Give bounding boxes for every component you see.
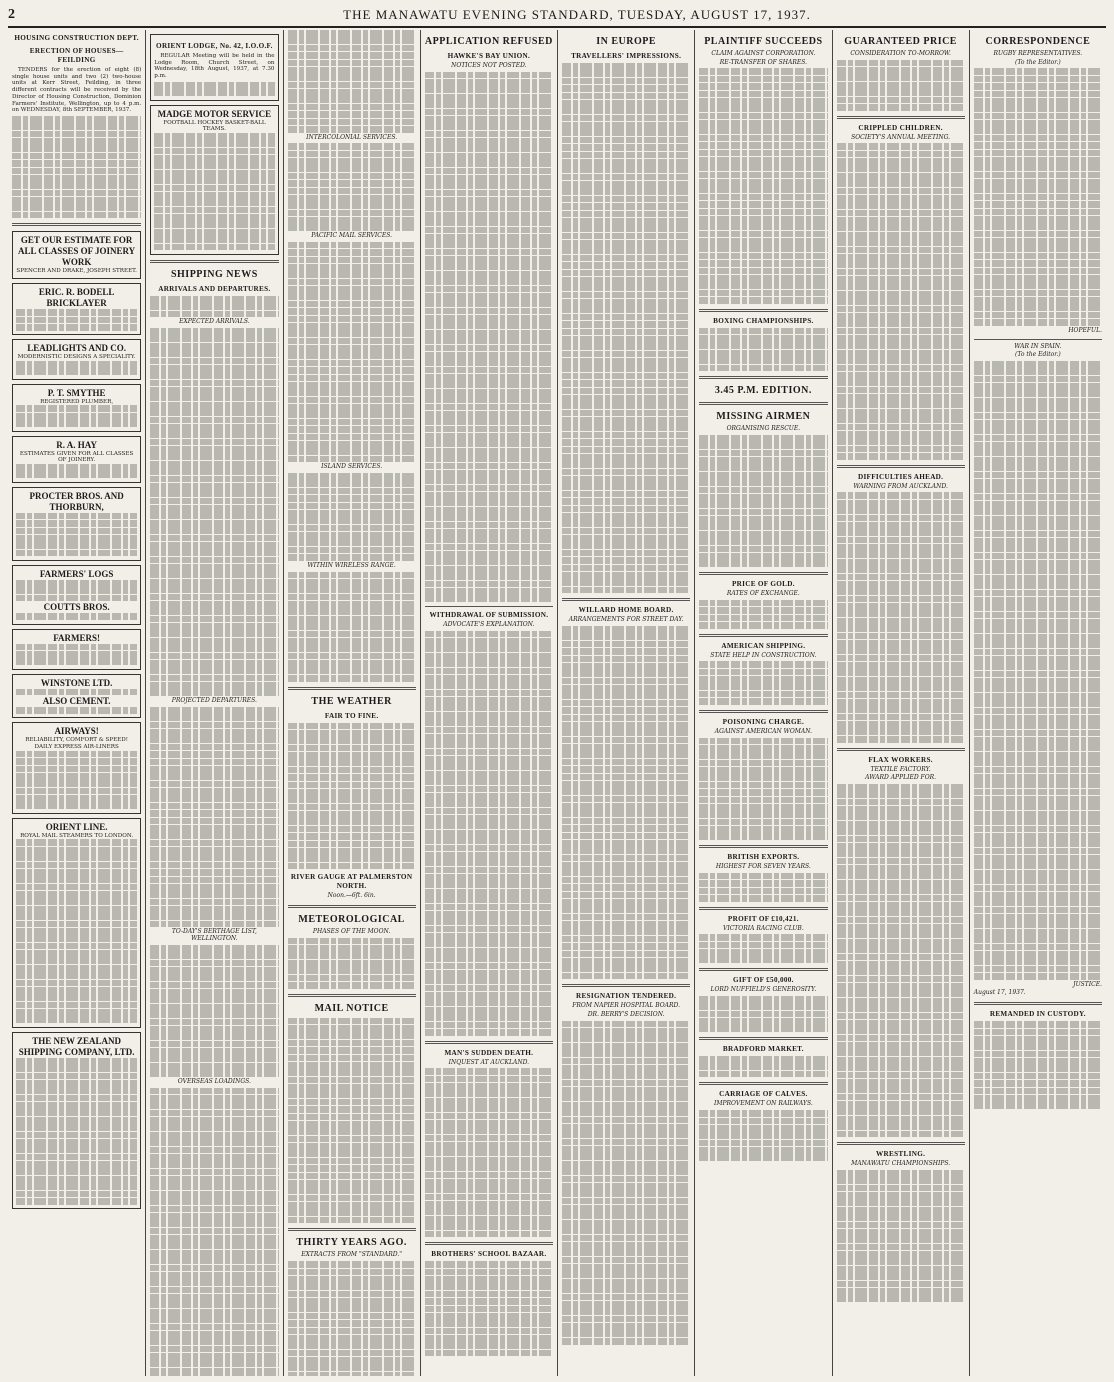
subhead: WITHIN WIRELESS RANGE. xyxy=(307,561,396,569)
headline: HOUSING CONSTRUCTION DEPT. xyxy=(14,34,139,42)
text-block xyxy=(699,873,827,902)
subhead: TRAVELLERS' IMPRESSIONS. xyxy=(571,52,682,60)
text-block xyxy=(699,435,827,567)
subhead: VICTORIA RACING CLUB. xyxy=(723,924,804,932)
headline: IN EUROPE xyxy=(596,36,657,47)
text-block xyxy=(288,938,416,989)
dateline: August 17, 1937. xyxy=(973,989,1026,997)
subhead: EXTRACTS FROM "STANDARD." xyxy=(301,1251,403,1259)
text-block xyxy=(288,572,416,682)
text-block xyxy=(288,30,416,133)
column-4 xyxy=(420,30,557,1376)
column-8 xyxy=(969,30,1106,1376)
text-block xyxy=(699,1056,827,1077)
text-block xyxy=(425,1261,553,1356)
headline: PLAINTIFF SUCCEEDS xyxy=(704,36,823,47)
text-block xyxy=(699,738,827,841)
advertisement: ERIC. R. BODELL BRICKLAYER xyxy=(12,283,141,335)
advertisement: P. T. SMYTHE REGISTERED PLUMBER, xyxy=(12,384,141,432)
text-block xyxy=(837,784,965,1137)
advertisement: ORIENT LODGE, No. 42, I.O.O.F. REGULAR Meeting will be held in the Lodge Room, Church Street, on Wednesday, 18th August, 1937, at 7.30 p.m. xyxy=(150,34,278,101)
masthead xyxy=(8,4,1106,28)
signature: HOPEFUL. xyxy=(1068,326,1102,334)
subhead: RE-TRANSFER OF SHARES. xyxy=(719,58,808,66)
advertisement: THE NEW ZEALAND SHIPPING COMPANY, LTD. xyxy=(12,1032,141,1210)
advertisement: FARMERS! xyxy=(12,629,141,670)
text-block xyxy=(974,361,1102,980)
text-block xyxy=(425,631,553,1036)
subhead: CONSIDERATION TO-MORROW. xyxy=(850,50,951,57)
subhead: AGAINST AMERICAN WOMAN. xyxy=(714,727,812,735)
advertisement: WINSTONE LTD. ALSO CEMENT. xyxy=(12,674,141,719)
subhead: WITHDRAWAL OF SUBMISSION. xyxy=(429,611,549,620)
advertisement: MADGE MOTOR SERVICE FOOTBALL HOCKEY BASKET-BALL TEAMS. xyxy=(150,105,278,255)
subhead: AWARD APPLIED FOR. xyxy=(865,774,937,782)
text-block xyxy=(150,707,278,928)
headline: PRICE OF GOLD. xyxy=(731,580,795,589)
headline: POISONING CHARGE. xyxy=(722,717,805,726)
headline: BRITISH EXPORTS. xyxy=(727,853,800,862)
headline: MISSING AIRMEN xyxy=(716,411,811,423)
column-1 xyxy=(8,30,145,1376)
text-block xyxy=(288,723,416,870)
headline: REMANDED IN CUSTODY. xyxy=(989,1010,1086,1019)
river-gauge-reading: Noon.—6ft. 6in. xyxy=(327,892,376,900)
text-block xyxy=(699,996,827,1032)
text-block xyxy=(288,1018,416,1224)
subhead: ADVOCATE'S EXPLANATION. xyxy=(443,621,535,629)
headline: SHIPPING NEWS xyxy=(170,268,258,280)
headline: AMERICAN SHIPPING. xyxy=(721,641,806,650)
advertisement: GET OUR ESTIMATE FOR ALL CLASSES OF JOINERY WORK SPENCER AND DRAKE, JOSEPH STREET. xyxy=(12,231,141,279)
subhead: ARRIVALS AND DEPARTURES. xyxy=(158,284,271,293)
text-block xyxy=(699,1110,827,1161)
subhead: DR. BERRY'S DECISION. xyxy=(587,1011,665,1019)
text-block xyxy=(150,328,278,696)
headline: GIFT OF £50,000. xyxy=(733,976,794,985)
columns xyxy=(8,30,1106,1376)
subhead: STATE HELP IN CONSTRUCTION. xyxy=(710,651,817,659)
text-block xyxy=(288,242,416,463)
subhead: LORD NUFFIELD'S GENEROSITY. xyxy=(710,986,817,994)
text-block xyxy=(288,473,416,561)
headline: RESIGNATION TENDERED. xyxy=(575,992,677,1001)
headline: CRIPPLED CHILDREN. xyxy=(858,123,943,132)
text-block xyxy=(150,1088,278,1376)
column-2 xyxy=(145,30,282,1376)
subhead: MANAWATU CHAMPIONSHIPS. xyxy=(851,1160,951,1168)
headline: BRADFORD MARKET. xyxy=(722,1045,804,1054)
article-text: TENDERS for the erection of eight (8) single house units and two (2) two-house units at Kerr Street, Feilding, in three different contracts will be received by the Director of Housing Construction, Dominion Farmers' Institute, Wellington, up to 4 p.m. on WEDNESDAY, 8th SEPTEMBER, 1937. xyxy=(12,67,142,114)
headline: PROFIT OF £10,421. xyxy=(727,914,799,923)
text-block xyxy=(699,661,827,705)
subhead: ORGANISING RESCUE. xyxy=(726,425,801,433)
subhead: SOCIETY'S ANNUAL MEETING. xyxy=(851,133,951,141)
subhead: PACIFIC MAIL SERVICES. xyxy=(311,232,393,240)
subhead: RUGBY REPRESENTATIVES. xyxy=(993,50,1083,57)
text-block xyxy=(425,72,553,602)
column-5 xyxy=(557,30,694,1376)
subhead: OVERSEAS LOADINGS. xyxy=(177,1077,251,1085)
headline: BOXING CHAMPIONSHIPS. xyxy=(713,316,814,325)
headline: BROTHERS' SCHOOL BAZAAR. xyxy=(431,1250,547,1259)
subhead: ISLAND SERVICES. xyxy=(321,463,383,471)
headline: GUARANTEED PRICE xyxy=(844,36,957,47)
subhead: RIVER GAUGE AT PALMERSTON NORTH. xyxy=(290,873,413,891)
subhead: (To the Editor.) xyxy=(1015,351,1061,359)
subhead: CLAIM AGAINST CORPORATION. xyxy=(711,50,816,57)
headline: FLAX WORKERS. xyxy=(868,755,933,764)
column-7 xyxy=(832,30,969,1376)
headline: MAIL NOTICE xyxy=(314,1002,389,1014)
headline: APPLICATION REFUSED xyxy=(424,36,553,47)
subhead: TEXTILE FACTORY. xyxy=(870,765,931,773)
advertisement: ORIENT LINE. ROYAL MAIL STEAMERS TO LONDON. xyxy=(12,818,141,1028)
subhead: INQUEST AT AUCKLAND. xyxy=(448,1058,530,1066)
text-block xyxy=(699,600,827,629)
headline: WRESTLING. xyxy=(876,1150,926,1159)
subhead: PHASES OF THE MOON. xyxy=(312,928,391,936)
column-6 xyxy=(694,30,831,1376)
subhead: HIGHEST FOR SEVEN YEARS. xyxy=(715,863,811,871)
text-block xyxy=(562,63,690,593)
text-block xyxy=(288,1261,416,1376)
text-block xyxy=(12,116,141,219)
text-block xyxy=(974,1021,1102,1109)
text-block xyxy=(150,296,278,317)
text-block xyxy=(699,328,827,372)
masthead-title: THE MANAWATU EVENING STANDARD, TUESDAY, AUGUST 17, 1937. xyxy=(343,7,811,22)
text-block xyxy=(425,1068,553,1237)
text-block xyxy=(974,68,1102,325)
text-block xyxy=(562,1021,690,1345)
page-number: 2 xyxy=(8,7,16,22)
headline: MAN'S SUDDEN DEATH. xyxy=(444,1048,534,1057)
subhead: PROJECTED DEPARTURES. xyxy=(171,697,257,705)
subhead: INTERCOLONIAL SERVICES. xyxy=(306,133,398,141)
text-block xyxy=(837,60,965,111)
subhead: TO-DAY'S BERTHAGE LIST, WELLINGTON. xyxy=(171,928,257,943)
text-block xyxy=(699,68,827,303)
subhead: WAR IN SPAIN. xyxy=(1014,342,1062,350)
headline: CORRESPONDENCE xyxy=(985,36,1091,47)
subhead: RATES OF EXCHANGE. xyxy=(726,590,800,598)
advertisement: PROCTER BROS. AND THORBURN, xyxy=(12,487,141,561)
headline: METEOROLOGICAL xyxy=(298,914,405,926)
text-block xyxy=(837,143,965,459)
advertisement: R. A. HAY ESTIMATES GIVEN FOR ALL CLASSES OF JOINERY. xyxy=(12,436,141,483)
subhead: HAWKE'S BAY UNION. xyxy=(447,52,531,60)
column-3 xyxy=(283,30,420,1376)
advertisement: LEADLIGHTS AND CO. MODERNISTIC DESIGNS A SPECIALITY. xyxy=(12,339,141,379)
subhead: EXPECTED ARRIVALS. xyxy=(179,318,250,326)
subhead: ERECTION OF HOUSES—FEILDING xyxy=(29,47,124,64)
headline: DIFFICULTIES AHEAD. xyxy=(857,472,944,481)
text-block xyxy=(150,945,278,1077)
headline: THIRTY YEARS AGO. xyxy=(296,1237,407,1249)
subhead: NOTICES NOT POSTED. xyxy=(451,62,527,69)
text-block xyxy=(837,492,965,742)
headline: CARRIAGE OF CALVES. xyxy=(719,1090,808,1099)
text-block xyxy=(562,626,690,979)
subhead: WARNING FROM AUCKLAND. xyxy=(853,482,948,490)
advertisement: FARMERS' LOGS COUTTS BROS. xyxy=(12,565,141,625)
subhead: FAIR TO FINE. xyxy=(324,711,379,720)
subhead: (To the Editor.) xyxy=(1015,58,1061,66)
text-block xyxy=(837,1170,965,1302)
headline: 3.45 P.M. EDITION. xyxy=(714,385,812,397)
signature: JUSTICE. xyxy=(1073,980,1102,988)
subhead: FROM NAPIER HOSPITAL BOARD. xyxy=(572,1002,681,1010)
advertisement: AIRWAYS! RELIABILITY, COMFORT & SPEED! DAILY EXPRESS AIR-LINERS xyxy=(12,722,141,813)
subhead: ARRANGEMENTS FOR STREET DAY. xyxy=(568,616,684,624)
text-block xyxy=(699,934,827,963)
text-block xyxy=(288,143,416,231)
headline: WILLARD HOME BOARD. xyxy=(578,606,674,615)
headline: THE WEATHER xyxy=(311,695,392,707)
subhead: IMPROVEMENT ON RAILWAYS. xyxy=(713,1100,813,1108)
